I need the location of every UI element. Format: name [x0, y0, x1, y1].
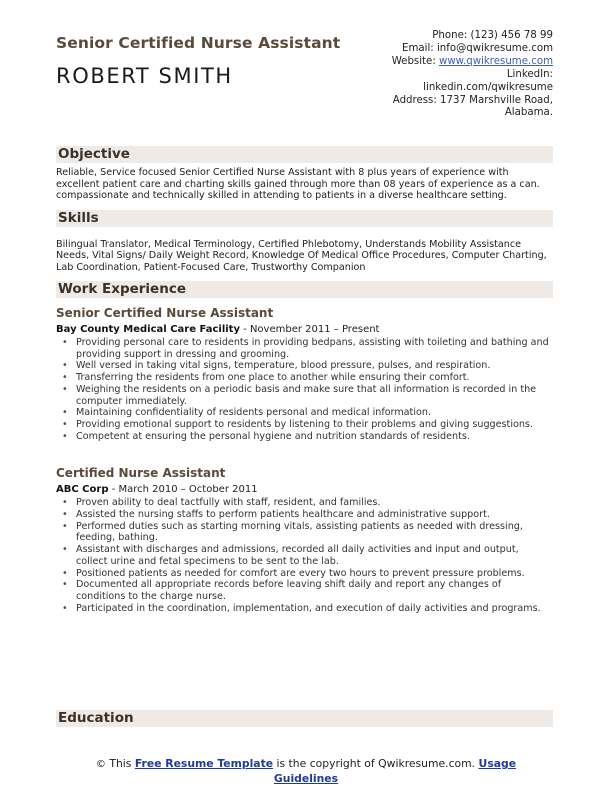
list-item: • Providing emotional support to residents by listening to their problems and giving suggestions. [62, 418, 533, 430]
website-link[interactable]: www.qwikresume.com [438, 55, 553, 67]
copyright-icon: © [95, 759, 106, 770]
list-item: • Maintaining confidentiality of residents personal and medical information. [62, 407, 431, 419]
job-duties-list [56, 337, 553, 442]
list-item: • Positioned patients as needed for comfort are every two hours to prevent pressure problems. [62, 567, 525, 579]
list-item: • Assistant with discharges and admissions, recorded all daily activities and input and output, collect urine and fetal specimens to be sent to the lab. [62, 544, 519, 567]
bullet-text: Maintaining confidentiality of residents personal and medical information. [76, 407, 431, 419]
website-label: Website: [391, 55, 439, 67]
list-item: • Providing personal care to residents in providing bedpans, assisting with toileting and bathing and providing support in dressing and grooming. [62, 337, 549, 360]
bullet-text: Competent at ensuring the personal hygiene and nutrition standards of residents. [76, 430, 470, 442]
objective-heading: Objective [56, 146, 553, 163]
job-dates: - November 2011 – Present [239, 324, 380, 335]
candidate-name: ROBERT SMITH [56, 64, 233, 88]
list-item: • Proven ability to deal tactfully with staff, resident, and families. [62, 497, 381, 509]
bullet-text: Well versed in taking vital signs, temperature, blood pressure, pulses, and respiration. [76, 360, 491, 372]
list-item: • Well versed in taking vital signs, temperature, blood pressure, pulses, and respiration. [62, 360, 491, 372]
job-entry-employer-line [56, 484, 553, 495]
job-entry-employer-line [56, 324, 553, 335]
bullet-text: Weighing the residents on a periodic basis and make sure that all information is recorded in the computer immediately. [76, 383, 537, 407]
bullet-text: Transferring the residents from one place to another while ensuring their comfort. [76, 372, 470, 384]
bullet-text: Documented all appropriate records before leaving shift daily and report any changes of conditions to the charge nurse. [76, 579, 502, 602]
bullet-text: Assistant with discharges and admissions, recorded all daily activities and input and output, collect urine and fetal specimens to be sent to the lab. [76, 544, 519, 567]
bullet-text: Proven ability to deal tactfully with staff, resident, and families. [76, 497, 381, 509]
education-heading: Education [56, 710, 553, 727]
job-entry-title: Certified Nurse Assistant [56, 466, 226, 481]
list-item: • Competent at ensuring the personal hygiene and nutrition standards of residents. [62, 430, 470, 442]
job-entry-title: Senior Certified Nurse Assistant [56, 306, 274, 320]
contact-info [353, 30, 553, 120]
usage-guidelines-link[interactable]: Usage [478, 757, 517, 770]
address-line2: Alabama. [504, 107, 553, 119]
bullet-text: Providing emotional support to residents by listening to their problems and giving suggestions. [76, 418, 533, 430]
list-item: • Transferring the residents from one place to another while ensuring their comfort. [62, 372, 470, 384]
resume-header [56, 30, 553, 160]
resume-page [56, 30, 553, 614]
skills-text: Bilingual Translator, Medical Terminology, Certified Phlebotomy, Understands Mobility Assistance Needs, Vital Signs/ Daily Weight Record, Knowledge Of Medical Office Procedures, Computer Charting, Lab Coordination, Patient-Focused Care, Trustworthy Companion [56, 238, 547, 273]
bullet-text: Performed duties such as starting morning vitals, assisting patients as needed with dressing, feeding, bathing. [76, 520, 523, 544]
job-title-heading: Senior Certified Nurse Assistant [56, 34, 341, 52]
list-item: • Weighing the residents on a periodic basis and make sure that all information is recorded in the computer immediately. [62, 383, 537, 407]
bullet-text: Assisted the nursing staffs to perform patients healthcare and administrative support. [76, 509, 490, 521]
linkedin-label: LinkedIn: [506, 68, 553, 80]
phone: Phone: (123) 456 78 99 [432, 30, 553, 41]
skills-heading: Skills [56, 210, 553, 227]
website [353, 56, 553, 69]
objective-text: Reliable, Service focused Senior Certified Nurse Assistant with 8 plus years of experience with excellent patient care and charting skills gained through more than 08 years of experience as a can. compassionate and technically skilled in attending to patients in a diverse healthcare setting. [56, 167, 540, 201]
work-heading: Work Experience [56, 281, 553, 298]
address-line1: Address: 1737 Marshville Road, [392, 94, 553, 106]
list-item: • Performed duties such as starting morning vitals, assisting patients as needed with dressing, feeding, bathing. [62, 520, 523, 544]
free-resume-template-link[interactable]: Free Resume Template [134, 757, 274, 770]
job-entry [56, 306, 553, 442]
guidelines-link[interactable]: Guidelines [273, 771, 339, 785]
footer-text-middle: is the copyright of Qwikresume.com. [273, 757, 479, 770]
list-item: • Assisted the nursing staffs to perform patients healthcare and administrative support. [62, 509, 490, 521]
job-duties-list [56, 497, 553, 614]
employer-name: ABC Corp [56, 484, 109, 496]
education-section [56, 710, 553, 727]
bullet-text: Positioned patients as needed for comfort are every two hours to prevent pressure problems. [76, 567, 525, 579]
email: Email: info@qwikresume.com [402, 42, 553, 54]
job-entry [56, 466, 553, 614]
page-footer [0, 757, 612, 785]
skills-section [56, 210, 553, 274]
job-dates: - March 2010 – October 2011 [108, 484, 258, 496]
list-item: • Participated in the coordination, implementation, and execution of daily activities and programs. [62, 602, 541, 614]
bullet-text: Providing personal care to residents in providing bedpans, assisting with toileting and bathing and providing support in dressing and grooming. [76, 337, 549, 360]
list-item: • Documented all appropriate records before leaving shift daily and report any changes of conditions to the charge nurse. [62, 579, 502, 602]
employer-name: Bay County Medical Care Facility [56, 324, 240, 335]
linkedin-url: linkedin.com/qwikresume [423, 81, 553, 93]
bullet-text: Participated in the coordination, implementation, and execution of daily activities and programs. [76, 602, 541, 614]
work-section [56, 281, 553, 614]
footer-text-this: This [105, 757, 135, 770]
